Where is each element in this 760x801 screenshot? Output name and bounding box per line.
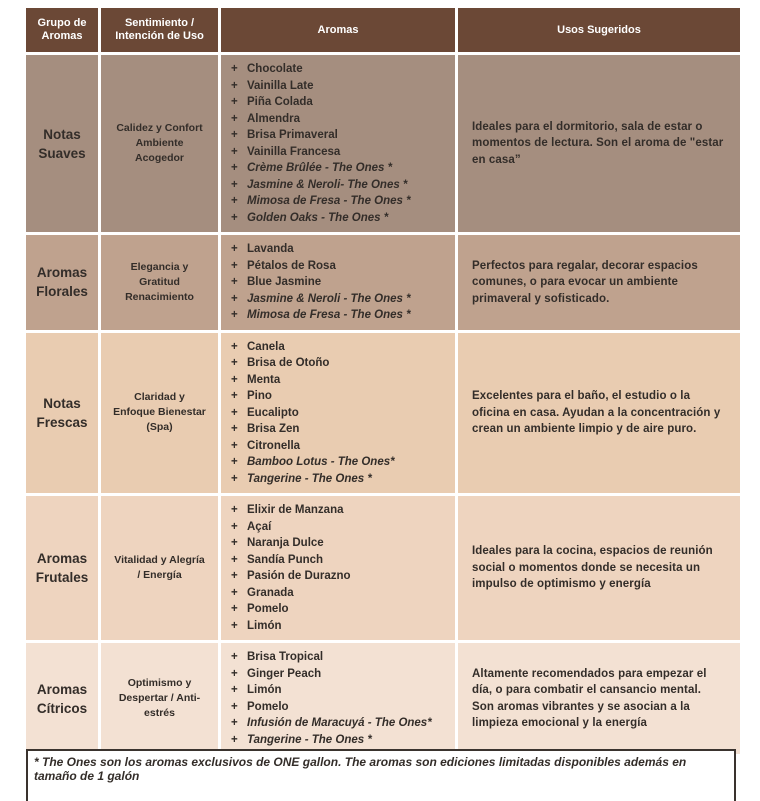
bullet-icon: +	[231, 717, 238, 729]
sentiment-cell	[101, 643, 218, 754]
sentiment-cell	[101, 333, 218, 494]
aroma-label: Citronella	[247, 439, 301, 452]
bullet-icon: +	[231, 553, 238, 566]
usos-cell	[458, 496, 740, 640]
bullet-icon: +	[231, 373, 238, 386]
bullet-icon: +	[231, 520, 238, 533]
group-cell: Aromas Cítricos	[26, 643, 98, 754]
bullet-icon: +	[231, 504, 238, 516]
bullet-icon: +	[231, 423, 238, 435]
aroma-item	[231, 258, 449, 275]
aroma-label: Vainilla Late	[247, 79, 314, 92]
bullet-icon: +	[231, 243, 238, 255]
group-cell: Aromas Florales	[26, 235, 98, 330]
aroma-label: Infusión de Maracuyá - The Ones*	[247, 717, 432, 729]
sentiment-cell	[101, 496, 218, 640]
bullet-icon: +	[231, 340, 238, 353]
aroma-item	[231, 618, 449, 635]
aroma-label: Sandía Punch	[247, 553, 324, 566]
aroma-item	[231, 274, 449, 291]
aroma-label: Blue Jasmine	[247, 276, 322, 288]
aroma-item	[231, 649, 449, 666]
sentiment-line: Claridad y	[134, 391, 185, 404]
aroma-label: Limón	[247, 619, 282, 632]
sentiment-line: Acogedor	[134, 152, 184, 164]
aromas-cell	[221, 643, 455, 754]
sentiment-line: Enfoque Bienestar	[113, 406, 206, 419]
aroma-item	[231, 601, 449, 618]
aroma-label: Brisa Primaveral	[247, 129, 338, 141]
aroma-label: Mimosa de Fresa - The Ones *	[247, 195, 411, 207]
aroma-item	[231, 732, 449, 749]
bullet-icon: +	[231, 63, 238, 75]
usos-cell	[458, 55, 740, 232]
aroma-label: Pasión de Durazno	[247, 570, 351, 582]
bullet-icon: +	[231, 96, 238, 108]
aroma-item	[231, 241, 449, 258]
usos-text: Ideales para el dormitorio, sala de estar o momentos de lectura. Son el aroma de "estar en casa”	[472, 120, 724, 166]
header-sentimiento: Sentimiento / Intención de Uso	[101, 8, 218, 52]
aroma-item	[231, 471, 449, 488]
bullet-icon: +	[231, 667, 238, 680]
aroma-item	[231, 127, 449, 144]
header-usos-sugeridos: Usos Sugeridos	[458, 8, 740, 52]
usos-cell	[458, 333, 740, 494]
aroma-item	[231, 372, 449, 389]
aroma-item	[231, 210, 449, 227]
bullet-icon: +	[231, 651, 238, 663]
bullet-icon: +	[231, 112, 238, 125]
sentiment-line: (Spa)	[146, 421, 173, 434]
aromas-cell	[221, 55, 455, 232]
aroma-table	[26, 8, 740, 757]
aroma-label: Jasmine & Neroli- The Ones *	[247, 178, 408, 191]
aroma-item	[231, 438, 449, 455]
bullet-icon: +	[231, 390, 238, 402]
aroma-label: Lavanda	[247, 243, 294, 255]
aroma-item	[231, 193, 449, 210]
aroma-item	[231, 405, 449, 422]
usos-text: Excelentes para el baño, el estudio o la oficina en casa. Ayudan a la concentración y crean un ambiente limpio y de aire puro.	[472, 390, 721, 435]
table-body	[26, 55, 740, 754]
aroma-item	[231, 682, 449, 699]
bullet-icon: +	[231, 472, 238, 485]
aroma-label: Tangerine - The Ones *	[247, 733, 372, 746]
sentiment-line: Elegancia y	[130, 260, 189, 273]
bullet-icon: +	[231, 570, 238, 582]
aroma-label: Brisa de Otoño	[247, 357, 330, 369]
bullet-icon: +	[231, 79, 238, 92]
bullet-icon: +	[231, 211, 238, 224]
table-row	[26, 496, 740, 640]
bullet-icon: +	[231, 259, 238, 272]
aroma-item	[231, 552, 449, 569]
sentiment-cell	[101, 55, 218, 232]
aroma-label: Granada	[247, 586, 294, 599]
aroma-item	[231, 177, 449, 194]
aroma-label: Naranja Dulce	[247, 537, 324, 549]
aroma-label: Pomelo	[247, 700, 289, 713]
sentiment-cell	[101, 235, 218, 330]
bullet-icon: +	[231, 309, 238, 321]
bullet-icon: +	[231, 700, 238, 713]
group-cell: Notas Frescas	[26, 333, 98, 494]
aroma-item	[231, 568, 449, 585]
table-row	[26, 643, 740, 754]
bullet-icon: +	[231, 586, 238, 599]
bullet-icon: +	[231, 129, 238, 141]
sentiment-line: Renacimiento	[125, 290, 194, 303]
table-row	[26, 55, 740, 232]
aroma-item	[231, 519, 449, 536]
aroma-item	[231, 339, 449, 356]
bullet-icon: +	[231, 456, 238, 468]
table-row	[26, 235, 740, 330]
bullet-icon: +	[231, 406, 238, 419]
header-aromas: Aromas	[221, 8, 455, 52]
sentiment-line: Vitalidad y Alegría	[114, 554, 205, 566]
group-cell: Notas Suaves	[26, 55, 98, 232]
aroma-item	[231, 307, 449, 324]
bullet-icon: +	[231, 162, 238, 174]
usos-cell	[458, 643, 740, 754]
aroma-item	[231, 715, 449, 732]
sentiment-line: Optimismo y	[127, 677, 192, 689]
aroma-label: Açaí	[247, 520, 272, 533]
aroma-item	[231, 666, 449, 683]
bullet-icon: +	[231, 684, 238, 696]
sentiment-line: Despertar / Anti-	[118, 692, 201, 704]
aroma-item	[231, 160, 449, 177]
bullet-icon: +	[231, 439, 238, 452]
aroma-item	[231, 355, 449, 372]
aromas-cell	[221, 235, 455, 330]
sentiment-line: estrés	[144, 707, 175, 719]
bullet-icon: +	[231, 619, 238, 632]
aroma-item	[231, 535, 449, 552]
aroma-label: Tangerine - The Ones *	[247, 472, 372, 485]
footnote: * The Ones son los aromas exclusivos de ONE gallon. The aromas son ediciones limitadas disponibles además en tamaño de 1 galón	[26, 749, 736, 801]
sentiment-line: Ambiente	[135, 137, 184, 149]
sentiment-line: / Energía	[137, 569, 182, 581]
aroma-label: Pétalos de Rosa	[247, 259, 336, 272]
usos-text: Perfectos para regalar, decorar espacios comunes, o para evocar un ambiente primaveral y sofisticado.	[472, 259, 698, 305]
sentiment-line: Calidez y Confort	[116, 122, 203, 134]
bullet-icon: +	[231, 733, 238, 746]
aroma-item	[231, 78, 449, 95]
aroma-item	[231, 388, 449, 405]
aroma-item	[231, 111, 449, 128]
aroma-label: Piña Colada	[247, 96, 313, 108]
bullet-icon: +	[231, 292, 238, 305]
aroma-label: Vainilla Francesa	[247, 145, 341, 158]
bullet-icon: +	[231, 276, 238, 288]
bullet-icon: +	[231, 178, 238, 191]
aroma-label: Chocolate	[247, 63, 303, 75]
bullet-icon: +	[231, 357, 238, 369]
bullet-icon: +	[231, 537, 238, 549]
aroma-item	[231, 502, 449, 519]
aroma-item	[231, 585, 449, 602]
usos-cell	[458, 235, 740, 330]
aroma-label: Golden Oaks - The Ones *	[247, 211, 389, 224]
aroma-item	[231, 291, 449, 308]
aroma-label: Bamboo Lotus - The Ones*	[247, 456, 395, 468]
aroma-label: Eucalipto	[247, 406, 299, 419]
aroma-item	[231, 699, 449, 716]
group-cell: Aromas Frutales	[26, 496, 98, 640]
aroma-item	[231, 144, 449, 161]
usos-text: Ideales para la cocina, espacios de reunión social o momentos donde se necesita un impulso de optimismo y energía	[472, 545, 713, 591]
sentiment-line: Gratitud	[139, 275, 180, 288]
bullet-icon: +	[231, 195, 238, 207]
aroma-item	[231, 421, 449, 438]
header-grupo-de-aromas: Grupo de Aromas	[26, 8, 98, 52]
aroma-label: Brisa Zen	[247, 423, 300, 435]
aroma-label: Brisa Tropical	[247, 651, 324, 663]
aroma-label: Almendra	[247, 112, 301, 125]
bullet-icon: +	[231, 145, 238, 158]
aroma-item	[231, 94, 449, 111]
table-header-row	[26, 8, 740, 52]
aroma-label: Canela	[247, 340, 285, 353]
aromas-cell	[221, 333, 455, 494]
aromas-cell	[221, 496, 455, 640]
aroma-label: Limón	[247, 684, 282, 696]
usos-text: Altamente recomendados para empezar el día, o para combatir el cansancio mental. Son aromas vibrantes y se asocian a la limpieza emocional y la energía	[472, 667, 707, 729]
table-row	[26, 333, 740, 494]
aroma-item	[231, 454, 449, 471]
aroma-label: Jasmine & Neroli - The Ones *	[247, 292, 411, 305]
aroma-item	[231, 61, 449, 78]
aroma-label: Menta	[247, 373, 281, 386]
aroma-label: Crème Brûlée - The Ones *	[247, 162, 393, 174]
bullet-icon: +	[231, 603, 238, 615]
aroma-label: Mimosa de Fresa - The Ones *	[247, 309, 411, 321]
aroma-label: Pino	[247, 390, 272, 402]
aroma-label: Ginger Peach	[247, 667, 322, 680]
aroma-label: Elixir de Manzana	[247, 504, 344, 516]
aroma-label: Pomelo	[247, 603, 289, 615]
